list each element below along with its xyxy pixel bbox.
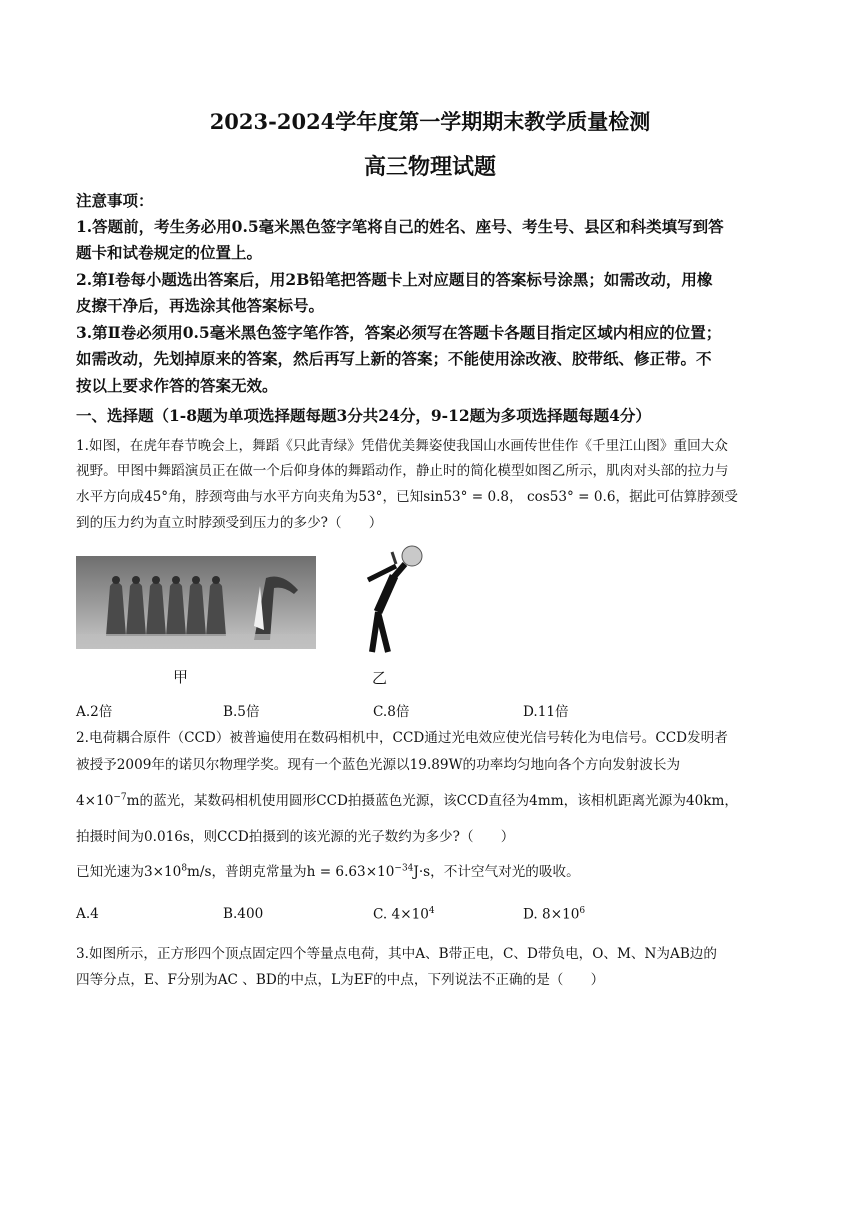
section-heading: 一、选择题（1-8题为单项选择题每题3分共24分，9-12题为多项选择题每题4分） xyxy=(76,406,651,425)
q2-option-a: A.4 xyxy=(76,906,99,922)
notice-line: 皮擦干净后，再选涂其他答案标号。 xyxy=(76,296,325,315)
q2-option-c: C. $4\times 10^4$ xyxy=(373,906,435,923)
dance-photo xyxy=(76,556,316,649)
q2-text: 被授予2009年的诺贝尔物理学奖。现有一个蓝色光源以19.89W的功率均匀地向各个方向发射波长为 xyxy=(76,757,681,773)
exam-subtitle: 高三物理试题 xyxy=(363,154,496,180)
notice-line: 如需改动，先划掉原来的答案，然后再写上新的答案；不能使用涂改液、胶带纸、修正带。不 xyxy=(76,349,712,368)
figure-b-label: 乙 xyxy=(372,669,388,687)
q1-text: 1.如图，在虎年春节晚会上，舞蹈《只此青绿》凭借优美舞姿使我国山水画传世佳作《千里江山图》重回大众 xyxy=(76,438,728,454)
q1-text: 水平方向成45°角，脖颈弯曲与水平方向夹角为53°，已知sin53° = 0.8， cos53° = 0.6，据此可估算脖颈受 xyxy=(76,489,738,505)
neck-model-diagram xyxy=(348,542,438,667)
q1-option-b: B.5倍 xyxy=(223,704,260,720)
exam-title: 2023-2024学年度第一学期期末教学质量检测 xyxy=(209,109,651,134)
q1-text: 到的压力约为直立时脖颈受到压力的多少?（ ） xyxy=(76,515,383,531)
figure-a-label: 甲 xyxy=(173,668,189,686)
q2-option-d: D. $8\times 10^6$ xyxy=(523,906,586,923)
notice-line: 1.答题前，考生务必用0.5毫米黑色签字笔将自己的姓名、座号、考生号、县区和科类填写到答 xyxy=(76,217,724,236)
q2-text: 已知光速为$3\times 10^8m/s$，普朗克常量为$h = 6.63\times 10^{-34}J\cdot s$，不计空气对光的吸收。 xyxy=(76,863,580,880)
q1-option-a: A.2倍 xyxy=(76,704,113,720)
q2-text: 2.电荷耦合原件（CCD）被普遍使用在数码相机中，CCD通过光电效应使光信号转化为电信号。CCD发明者 xyxy=(76,730,728,746)
notice-line: 2.第Ⅰ卷每小题选出答案后，用2B铅笔把答题卡上对应题目的答案标号涂黑；如需改动，用橡 xyxy=(76,270,713,289)
notice-heading: 注意事项： xyxy=(76,191,154,210)
q2-text: $4\times 10^{-7}m$的蓝光，某数码相机使用圆形CCD拍摄蓝色光源，该CCD直径为4mm，该相机距离光源为40km， xyxy=(76,792,738,809)
q3-text: 四等分点，E、F分别为AC 、BD的中点，L为EF的中点，下列说法不正确的是（ ） xyxy=(76,972,605,988)
notice-line: 题卡和试卷规定的位置上。 xyxy=(76,243,263,262)
q3-text: 3.如图所示，正方形四个顶点固定四个等量点电荷，其中A、B带正电，C、D带负电，O、M、N为AB边的 xyxy=(76,946,717,962)
q1-text: 视野。甲图中舞蹈演员正在做一个后仰身体的舞蹈动作，静止时的简化模型如图乙所示，肌肉对头部的拉力与 xyxy=(76,463,729,479)
q1-option-d: D.11倍 xyxy=(523,704,569,720)
notice-line: 按以上要求作答的答案无效。 xyxy=(76,376,278,395)
notice-line: 3.第Ⅱ卷必须用0.5毫米黑色签字笔作答，答案必须写在答题卡各题目指定区域内相应的位置； xyxy=(76,323,722,342)
q2-option-b: B.400 xyxy=(223,906,264,922)
q2-text: 拍摄时间为0.016s，则CCD拍摄到的该光源的光子数约为多少?（ ） xyxy=(76,829,515,845)
q1-option-c: C.8倍 xyxy=(373,704,410,720)
